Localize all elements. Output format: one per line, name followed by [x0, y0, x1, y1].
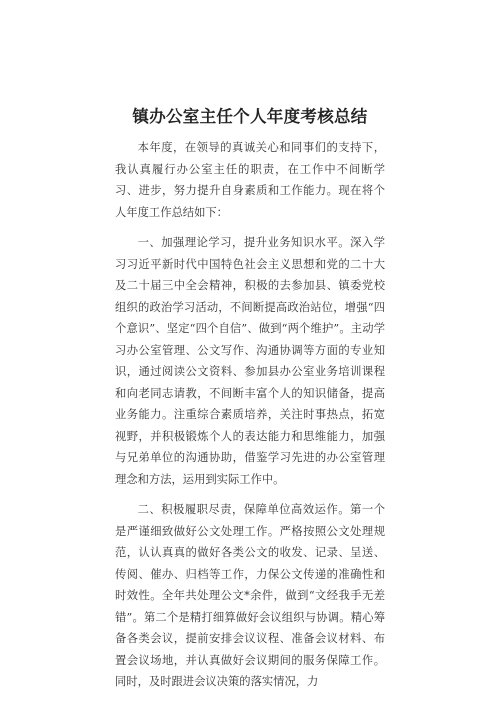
paragraph-duties: 二、积极履职尽责，保障单位高效运作。第一个是严谨细致做好公文处理工作。严格按照公文处理规范，认认真真的做好各类公文的收发、记录、呈送、传阅、催办、归档等工作，力保公文传递的准确性和时效性。全年共处理公文*余件，做到“文经我手无差错”。第二个是精打细算做好会议组织与协调。精心筹备各类会议，提前安排会议议程、准备会议材料、布置会议场地，并认真做好会议期间的服务保障工作。同时，及时跟进会议决策的落实情况，力 [115, 503, 385, 688]
document-title: 镇办公室主任个人年度考核总结 [132, 107, 368, 126]
paragraph-theory-study: 一、加强理论学习，提升业务知识水平。深入学习习近平新时代中国特色社会主义思想和党的二十大及二十届三中全会精神，积极的去参加县、镇委党校组织的政治学习活动，不间断提高政治站位，增强“四个意识”、坚定“四个自信”、做到“两个维护”。主动学习办公室管理、公文写作、沟通协调等方面的专业知识，通过阅读公文资料、参加县办公室业务培训课程和向老同志请教，不间断丰富个人的知识储备，提高业务能力。注重综合素质培养，关注时事热点，拓宽视野，并积极锻炼个人的表达能力和思维能力，加强与兄弟单位的沟通协助，借鉴学习先进的办公室管理理念和方法，运用到实际工作中。 [115, 236, 385, 486]
paragraph-intro: 本年度，在领导的真诚关心和同事们的支持下，我认真履行办公室主任的职责，在工作中不间断学习、进步，努力提升自身素质和工作能力。现在将个人年度工作总结如下： [115, 141, 385, 219]
document-body [115, 137, 385, 696]
